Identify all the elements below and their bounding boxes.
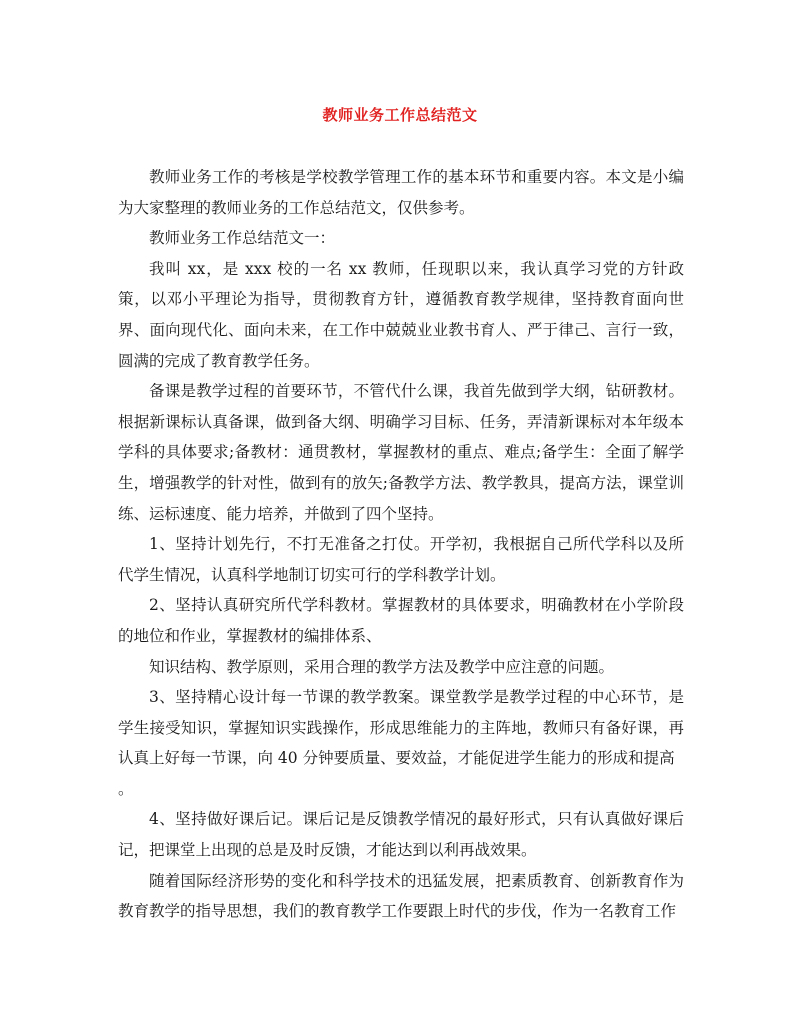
list-item-1: 1、坚持计划先行，不打无准备之打仗。开学初，我根据自己所代学科以及所代学生情况，认真科学地制订切实可行的学科教学计划。 bbox=[118, 535, 684, 584]
list-item-4: 4、坚持做好课后记。课后记是反馈教学情况的最好形式，只有认真做好课后记，把课堂上出现的总是及时反馈，才能达到以利再战效果。 bbox=[118, 810, 684, 860]
list-item-3-end-mark: 。 bbox=[118, 779, 134, 798]
body-paragraph: 我叫 xx，是 xxx 校的一名 xx 教师，任现职以来，我认真学习党的方针政策，以邓小平理论为指导，贯彻教育方针，遵循教育教学规律，坚持教育面向世界、面向现代化、面向未来，在工作中兢兢业业教书育人、严于律己、言行一致，圆满的完成了教育教学任务。 bbox=[118, 259, 684, 370]
intro-paragraph: 教师业务工作的考核是学校教学管理工作的基本环节和重要内容。本文是小编为大家整理的教师业务的工作总结范文，仅供参考。 bbox=[118, 168, 684, 217]
document-body bbox=[118, 162, 684, 927]
list-item-2-continued: 知识结构、教学原则，采用合理的教学方法及教学中应注意的问题。 bbox=[149, 657, 615, 676]
document-title: 教师业务工作总结范文 bbox=[322, 106, 478, 124]
body-paragraph: 随着国际经济形势的变化和科学技术的迅猛发展，把素质教育、创新教育作为教育教学的指导思想，我们的教育教学工作要跟上时代的步伐，作为一名教育工作 bbox=[118, 871, 684, 921]
body-paragraph: 备课是教学过程的首要环节，不管代什么课，我首先做到学大纲，钻研教材。根据新课标认真备课，做到备大纲、明确学习目标、任务，弄清新课标对本年级本学科的具体要求;备教材：通贯教材，掌握教材的重点、难点;备学生：全面了解学生，增强教学的针对性，做到有的放矢;备教学方法、教学教具，提高方法，课堂训练、运标速度、能力培养，并做到了四个坚持。 bbox=[118, 382, 684, 523]
list-item-3: 3、坚持精心设计每一节课的教学教案。课堂教学是教学过程的中心环节，是学生接受知识，掌握知识实践操作，形成思维能力的主阵地，教师只有备好课，再认真上好每一节课，向 40 分钟要质量、要效益，才能促进学生能力的形成和提高 bbox=[118, 688, 684, 768]
list-item-2: 2、坚持认真研究所代学科教材。掌握教材的具体要求，明确教材在小学阶段的地位和作业，掌握教材的编排体系、 bbox=[118, 596, 684, 645]
section-heading: 教师业务工作总结范文一： bbox=[149, 229, 336, 248]
